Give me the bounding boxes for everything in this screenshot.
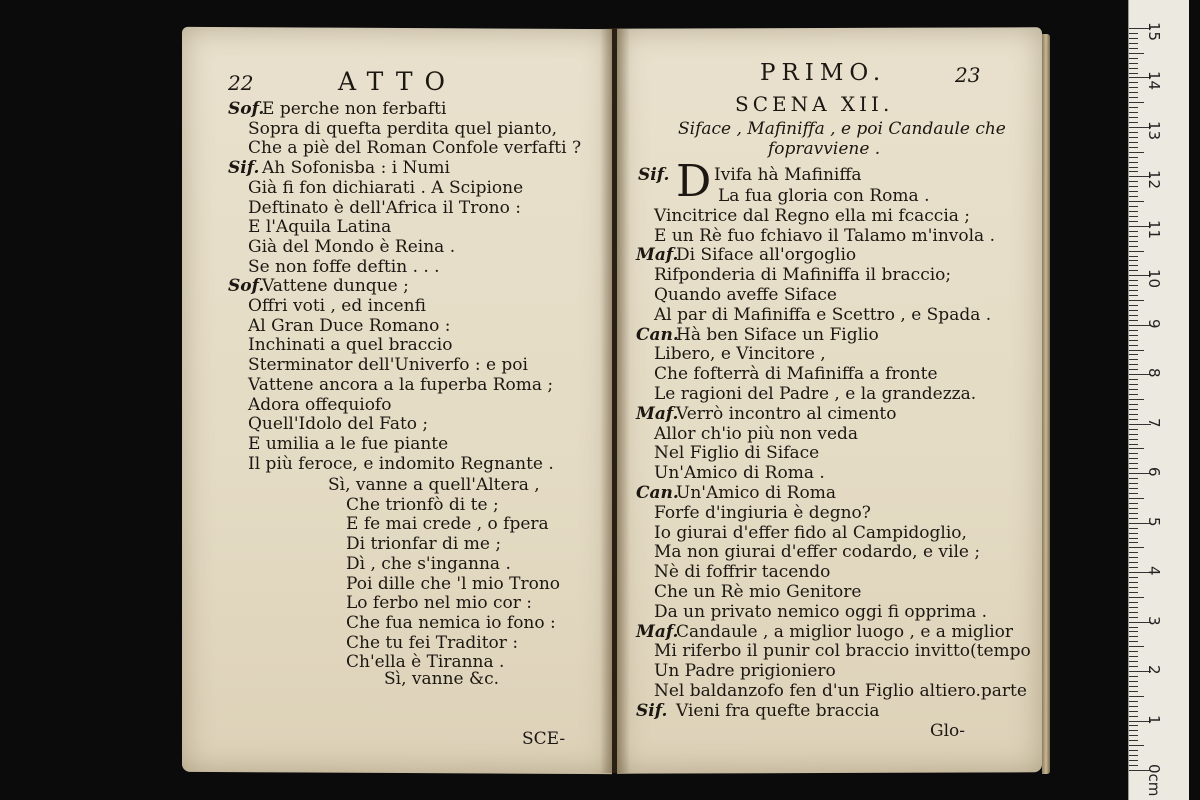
verse-line: Adora offequiofo — [248, 394, 392, 415]
ruler-tick — [1129, 97, 1138, 98]
ruler-tick — [1129, 448, 1144, 449]
ruler-label: 7 — [1145, 417, 1163, 428]
ruler-tick — [1129, 686, 1138, 687]
ruler-tick — [1129, 285, 1138, 286]
speaker-label: Can. — [636, 483, 679, 503]
ruler-tick — [1129, 246, 1138, 247]
verse-line: Vattene ancora a la fuperba Roma ; — [248, 374, 554, 395]
ruler-tick — [1129, 399, 1144, 400]
ruler-label: 0cm — [1145, 764, 1163, 797]
ruler-tick — [1129, 157, 1138, 158]
ruler-tick — [1129, 567, 1138, 568]
speaker-label: Sif. — [228, 158, 260, 179]
ruler-tick — [1129, 48, 1138, 49]
ruler-tick — [1129, 290, 1138, 291]
speaker-label: Maf. — [636, 245, 679, 266]
aria-line: E fe mai crede , o fpera — [346, 514, 549, 535]
ruler-tick — [1129, 330, 1138, 331]
ruler-tick — [1129, 211, 1138, 212]
ruler-tick — [1129, 171, 1138, 172]
ruler-label: 1 — [1145, 714, 1163, 725]
ruler-tick — [1129, 92, 1138, 93]
verse-line: Le ragioni del Padre , e la grandezza. — [654, 384, 977, 404]
verse-line: Vattene dunque ; — [262, 276, 409, 297]
ruler-tick — [1129, 300, 1144, 301]
ruler-tick — [1129, 666, 1138, 667]
verse-line: Sterminator dell'Univerfo : e poi — [248, 355, 528, 376]
scene-title: SCENA XII. — [735, 92, 894, 116]
ruler-tick — [1129, 384, 1138, 385]
ruler-label: 2 — [1145, 665, 1163, 675]
aria-line: Dì , che s'inganna . — [346, 553, 511, 574]
speaker-label: Maf. — [636, 621, 679, 642]
ruler-tick — [1129, 260, 1138, 261]
ruler-label: 9 — [1145, 318, 1163, 329]
ruler-tick — [1129, 181, 1138, 182]
verse-line: Io giurai d'effer fido al Campidoglio, — [654, 522, 967, 543]
ruler-tick — [1129, 508, 1138, 509]
ruler-tick — [1129, 562, 1138, 563]
drop-cap: D — [676, 156, 712, 207]
ruler-tick — [1129, 463, 1138, 464]
left-running-head: ATTO — [338, 67, 457, 96]
speaker-label: Sof. — [228, 276, 265, 297]
ruler-tick — [1129, 577, 1138, 578]
verse-line: Nè di foffrir tacendo — [654, 562, 831, 583]
aria-line: Lo ferbo nel mio cor : — [346, 593, 532, 614]
verse-line: Che un Rè mio Genitore — [654, 582, 862, 602]
verse-line: La fua gloria con Roma . — [718, 186, 930, 206]
first-line: Ivifa hà Mafiniffa — [714, 165, 862, 185]
ruler-tick — [1129, 528, 1138, 529]
ruler-tick — [1129, 735, 1138, 736]
verse-line: Quell'Idolo del Fato ; — [248, 414, 429, 435]
verse-line: Da un privato nemico oggi fi opprima . — [654, 601, 988, 622]
ruler-tick — [1129, 513, 1138, 514]
ruler-tick — [1129, 251, 1144, 252]
ruler-tick — [1129, 369, 1138, 370]
ruler-tick — [1129, 310, 1138, 311]
ruler-tick — [1129, 661, 1138, 662]
ruler-tick — [1129, 656, 1138, 657]
ruler-tick — [1129, 350, 1144, 351]
aria-line: Poi dille che 'l mio Trono — [346, 573, 561, 594]
verse-line: Al par di Mafiniffa e Scettro , e Spada . — [654, 304, 992, 325]
ruler-tick — [1129, 256, 1138, 257]
ruler-label: 12 — [1145, 170, 1163, 190]
aria-line: Sì, vanne a quell'Altera , — [328, 475, 540, 495]
verse-line: Ma non giurai d'effer codardo, e vile ; — [654, 542, 981, 563]
ruler-tick — [1129, 142, 1138, 143]
ruler-tick — [1129, 587, 1138, 588]
verse-line: Di Siface all'orgoglio — [676, 245, 857, 266]
ruler-tick — [1129, 82, 1138, 83]
scene-characters-2: fopravviene . — [768, 139, 881, 159]
ruler-tick — [1129, 112, 1138, 113]
verse-line: Allor ch'io più non veda — [654, 423, 859, 444]
ruler-tick — [1129, 419, 1138, 420]
verse-line: Già fi fon dichiarati . A Scipione — [248, 177, 524, 198]
ruler-tick — [1129, 43, 1138, 44]
ruler-tick — [1129, 701, 1138, 702]
ruler-tick — [1129, 617, 1138, 618]
verse-line: E un Rè fuo fchiavo il Talamo m'invola . — [654, 225, 995, 246]
ruler-label: 13 — [1145, 120, 1163, 141]
ruler-tick — [1129, 498, 1144, 499]
ruler-tick — [1129, 765, 1138, 766]
aria-line: Che tu fei Traditor : — [346, 632, 519, 653]
verse-line: E umilia a le fue piante — [248, 433, 449, 454]
verse-line: Forfe d'ingiuria è degno? — [654, 502, 871, 523]
ruler-tick — [1129, 602, 1138, 603]
aria-line: Che fua nemica io fono : — [346, 612, 556, 633]
verse-line: Il più feroce, e indomito Regnante . — [248, 453, 554, 474]
verse-line: E perche non ferbafti — [262, 99, 447, 119]
verse-line: Che a piè del Roman Confole verfafti ? — [248, 138, 582, 159]
verse-line: Un'Amico di Roma . — [654, 463, 825, 484]
ruler-label: 3 — [1145, 615, 1163, 626]
ruler-tick — [1129, 241, 1138, 242]
ruler-tick — [1129, 320, 1138, 321]
verse-line: Ah Sofonisba : i Numi — [262, 158, 450, 179]
ruler-tick — [1129, 503, 1138, 504]
ruler-label: 5 — [1145, 516, 1163, 527]
ruler-tick — [1129, 444, 1138, 445]
ruler-tick — [1129, 493, 1138, 494]
ruler-tick — [1129, 137, 1138, 138]
verse-line: Rifponderia di Mafiniffa il braccio; — [654, 265, 952, 286]
right-catchword: Glo- — [930, 721, 965, 741]
speaker-label: Sif. — [636, 700, 668, 721]
ruler-tick — [1129, 518, 1138, 519]
verse-line: Hà ben Siface un Figlio — [676, 324, 879, 345]
ruler-tick — [1129, 345, 1138, 346]
ruler-tick — [1129, 414, 1138, 415]
verse-line: Offri voti , ed incenfi — [248, 296, 426, 316]
ruler-tick — [1129, 676, 1138, 677]
ruler-tick — [1129, 711, 1138, 712]
ruler-tick — [1129, 63, 1138, 64]
ruler-tick — [1129, 152, 1144, 153]
right-running-head: PRIMO. — [760, 60, 887, 86]
ruler-tick — [1129, 117, 1138, 118]
ruler-tick — [1129, 216, 1138, 217]
ruler-tick — [1129, 364, 1138, 365]
ruler-tick — [1129, 612, 1138, 613]
ruler-tick — [1129, 439, 1138, 440]
left-page-number: 22 — [228, 71, 254, 95]
ruler-tick — [1129, 691, 1138, 692]
aria-end: Sì, vanne &c. — [384, 669, 500, 689]
ruler-tick — [1129, 132, 1138, 133]
verse-line: Nel baldanzofo fen d'un Figlio altiero.parte — [654, 681, 1027, 701]
ruler-label: 4 — [1145, 566, 1163, 576]
verse-line: Sopra di quefta perdita quel pianto, — [248, 118, 558, 139]
verse-line: Già del Mondo è Reina . — [248, 236, 456, 257]
ruler-tick — [1129, 750, 1138, 751]
ruler-tick — [1129, 745, 1144, 746]
verse-line: Nel Figlio di Siface — [654, 443, 820, 464]
ruler-tick — [1129, 270, 1138, 271]
ruler-tick — [1129, 38, 1138, 39]
ruler-tick — [1129, 696, 1144, 697]
ruler-tick — [1129, 335, 1138, 336]
ruler-tick — [1129, 716, 1138, 717]
speaker-label: Can. — [636, 324, 679, 345]
ruler-tick — [1129, 547, 1144, 548]
verse-line: Quando aveffe Siface — [654, 285, 837, 305]
ruler-label: 14 — [1145, 71, 1163, 91]
ruler-tick — [1129, 53, 1144, 54]
ruler-tick — [1129, 725, 1138, 726]
ruler-tick — [1129, 102, 1144, 103]
ruler-label: 6 — [1145, 467, 1163, 477]
ruler-tick — [1129, 538, 1138, 539]
ruler-tick — [1129, 557, 1138, 558]
ruler-tick — [1129, 404, 1138, 405]
ruler-tick — [1129, 58, 1138, 59]
ruler-tick — [1129, 265, 1138, 266]
ruler-tick — [1129, 221, 1138, 222]
verse-line: Vincitrice dal Regno ella mi fcaccia ; — [654, 205, 971, 226]
verse-line: Mi riferbo il punir col braccio invitto(tempo — [654, 641, 1031, 662]
right-page-number: 23 — [955, 63, 981, 87]
ruler-tick — [1129, 231, 1138, 232]
ruler-tick — [1129, 191, 1138, 192]
ruler-tick — [1129, 533, 1138, 534]
ruler-tick — [1129, 167, 1138, 168]
ruler-tick — [1129, 641, 1138, 642]
speaker-label: Maf. — [636, 403, 679, 424]
verse-line: Candaule , a miglior luogo , e a miglior — [676, 621, 1014, 642]
ruler-tick — [1129, 651, 1138, 652]
ruler-label: 15 — [1145, 22, 1163, 42]
verse-line: E l'Aquila Latina — [248, 217, 392, 238]
verse-line: Verrò incontro al cimento — [676, 403, 897, 424]
ruler-tick — [1129, 389, 1138, 390]
ruler-tick — [1129, 760, 1138, 761]
verse-line: Al Gran Duce Romano : — [248, 315, 451, 336]
ruler-tick — [1129, 488, 1138, 489]
verse-line: Deftinato è dell'Africa il Trono : — [248, 197, 521, 218]
ruler-tick — [1129, 631, 1138, 632]
ruler-tick — [1129, 280, 1138, 281]
ruler-tick — [1129, 147, 1138, 148]
ruler-tick — [1129, 755, 1138, 756]
scene-characters-1: Siface , Mafiniffa , e poi Candaule che — [678, 119, 1006, 139]
ruler-tick — [1129, 453, 1138, 454]
ruler-tick — [1129, 458, 1138, 459]
aria-line: Di trionfar di me ; — [346, 534, 502, 555]
ruler-tick — [1129, 359, 1138, 360]
ruler-tick — [1129, 730, 1138, 731]
measurement-ruler — [1128, 0, 1189, 800]
verse-line: Inchinati a quel braccio — [248, 335, 453, 356]
ruler-tick — [1129, 542, 1138, 543]
ruler-tick — [1129, 429, 1138, 430]
ruler-tick — [1129, 582, 1138, 583]
ruler-tick — [1129, 483, 1138, 484]
left-catchword: SCE- — [522, 729, 566, 749]
aria-line: Che trionfò di te ; — [346, 494, 499, 515]
ruler-tick — [1129, 305, 1138, 306]
ruler-tick — [1129, 468, 1138, 469]
ruler-tick — [1129, 315, 1138, 316]
ruler-tick — [1129, 379, 1138, 380]
book-gutter — [600, 28, 630, 773]
ruler-tick — [1129, 636, 1138, 637]
ruler-tick — [1129, 122, 1138, 123]
ruler-tick — [1129, 340, 1138, 341]
ruler-tick — [1129, 201, 1144, 202]
ruler-tick — [1129, 33, 1138, 34]
first-speaker: Sif. — [638, 165, 670, 185]
ruler-tick — [1129, 196, 1138, 197]
ruler-label: 11 — [1145, 219, 1163, 239]
ruler-tick — [1129, 681, 1138, 682]
ruler-tick — [1129, 740, 1138, 741]
verse-line: Se non foffe deftin . . . — [248, 256, 440, 277]
ruler-tick — [1129, 597, 1144, 598]
ruler-tick — [1129, 162, 1138, 163]
ruler-tick — [1129, 394, 1138, 395]
verse-line: Libero, e Vincitore , — [654, 344, 826, 365]
ruler-tick — [1129, 68, 1138, 69]
ruler-tick — [1129, 607, 1138, 608]
verse-line: Vieni fra quefte braccia — [676, 700, 880, 721]
ruler-tick — [1129, 107, 1138, 108]
page-edges — [1042, 34, 1050, 774]
ruler-tick — [1129, 646, 1144, 647]
ruler-tick — [1129, 627, 1138, 628]
verse-line: Che fofterrà di Mafiniffa a fronte — [654, 364, 938, 385]
ruler-tick — [1129, 552, 1138, 553]
verse-line: Un Padre prigioniero — [654, 661, 836, 682]
ruler-label: 10 — [1145, 269, 1163, 289]
ruler-tick — [1129, 295, 1138, 296]
ruler-tick — [1129, 706, 1138, 707]
ruler-tick — [1129, 186, 1138, 187]
ruler-tick — [1129, 434, 1138, 435]
ruler-tick — [1129, 592, 1138, 593]
aria-line: Ch'ella è Tiranna . — [346, 652, 505, 673]
ruler-tick — [1129, 206, 1138, 207]
ruler-tick — [1129, 236, 1138, 237]
ruler-tick — [1129, 409, 1138, 410]
ruler-tick — [1129, 354, 1138, 355]
speaker-label: Sof. — [228, 99, 265, 119]
ruler-tick — [1129, 73, 1138, 74]
ruler-tick — [1129, 87, 1138, 88]
ruler-label: 8 — [1145, 368, 1163, 378]
verse-line: Un'Amico di Roma — [676, 483, 836, 503]
ruler-tick — [1129, 478, 1138, 479]
